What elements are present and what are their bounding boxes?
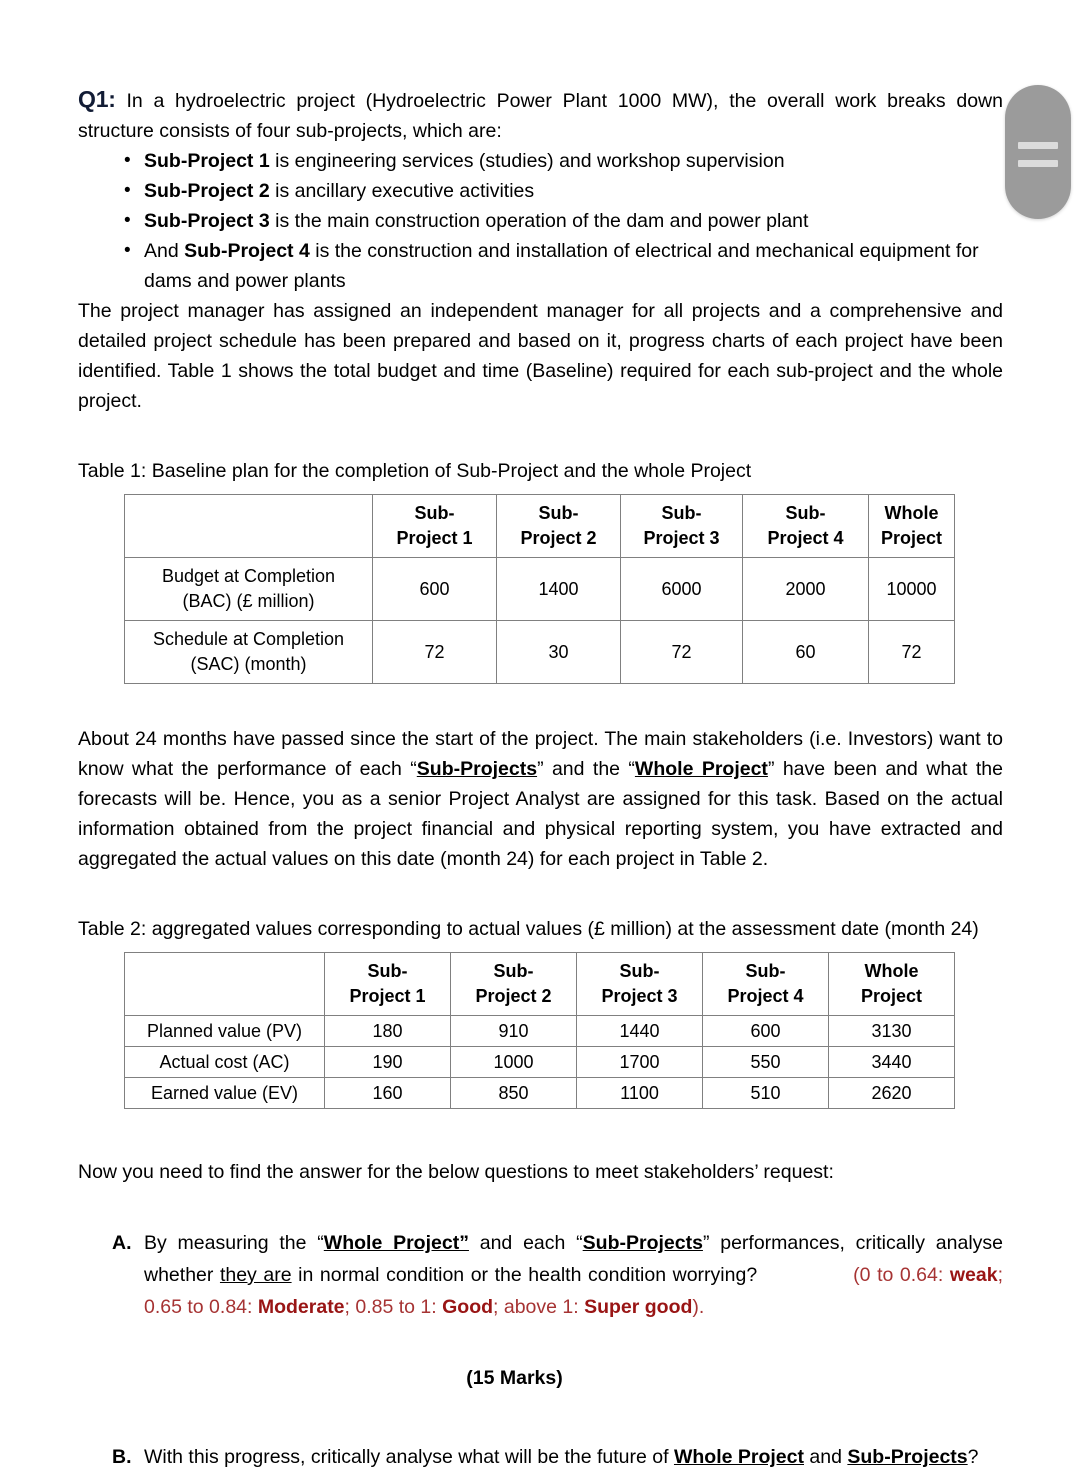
question-b-letter: B.: [112, 1446, 132, 1468]
table1-bac-sp3: 6000: [621, 558, 743, 621]
header-line-1: Sub-: [785, 503, 826, 523]
table1-sac-sp1: 72: [373, 621, 497, 684]
sub-projects-emphasis: Sub-Projects: [416, 758, 538, 780]
assessment-text-c: ” and the “: [537, 758, 635, 780]
intro-paragraph: [78, 84, 1003, 146]
table2-header-sp2: [451, 953, 577, 1016]
question-number-label: Q1:: [78, 86, 116, 112]
table1-header-corner: [125, 495, 373, 558]
list-item: [124, 146, 1003, 176]
table2-caption: Table 2: aggregated values corresponding to actual values (£ million) at the assessment date (month 24): [78, 918, 979, 940]
marks-a: (15 Marks): [466, 1367, 563, 1389]
sub-project-4-label: Sub-Project 4: [184, 240, 310, 262]
table2-ev-sp2: 850: [451, 1078, 577, 1109]
table2-ev-sp1: 160: [325, 1078, 451, 1109]
header-line-2: Project 1: [349, 986, 426, 1006]
rating-red5: ).: [692, 1296, 705, 1318]
sub-project-3-label: Sub-Project 3: [144, 210, 270, 232]
sub-projects-emphasis: Sub-Projects: [582, 1232, 703, 1254]
table1-bac-whole: 10000: [869, 558, 955, 621]
table1-caption: Table 1: Baseline plan for the completion of Sub-Project and the whole Project: [78, 460, 752, 482]
table1-sac-sp3: 72: [621, 621, 743, 684]
assessment-text-a: About 24 months have passed since the start of the project. The main stakeholders (i.e. Investors) want to know what the performance of each “: [78, 728, 1003, 780]
table1-row-label-sac: [125, 621, 373, 684]
intro-text: In a hydroelectric project (Hydroelectric Power Plant 1000 MW), the overall work breaks down structure consists of four sub-projects, which are:: [78, 90, 1003, 142]
header-line-2: Project 2: [475, 986, 552, 1006]
row-label-line-2: (BAC) (£ million): [182, 591, 315, 611]
header-line-1: Sub-: [367, 961, 408, 981]
rating-red4: ; above 1:: [493, 1296, 585, 1318]
row-label-line-2: (SAC) (month): [190, 654, 307, 674]
sub-projects-emphasis: Sub-Projects: [847, 1446, 968, 1468]
table1-header-sp4: [743, 495, 869, 558]
table2-header-sp4: [703, 953, 829, 1016]
table-header-row: [125, 495, 955, 558]
header-line-1: Whole: [884, 503, 939, 523]
sub-project-list: [78, 146, 1003, 296]
table-row: [125, 1047, 955, 1078]
table2-pv-sp4: 600: [703, 1016, 829, 1047]
table1-sac-sp4: 60: [743, 621, 869, 684]
list-item: [124, 176, 1003, 206]
header-line-2: Project 3: [643, 528, 720, 548]
table1-header-whole: [869, 495, 955, 558]
header-line-2: Project 4: [767, 528, 844, 548]
table2-row-label-ev: Earned value (EV): [125, 1078, 325, 1109]
table1-sac-sp2: 30: [497, 621, 621, 684]
table1-bac-sp1: 600: [373, 558, 497, 621]
table2-ac-sp4: 550: [703, 1047, 829, 1078]
table2-ev-whole: 2620: [829, 1078, 955, 1109]
question-a-seg5: ” performances, critically analyse whether: [144, 1232, 1003, 1286]
rating-red3: ; 0.85 to 1:: [344, 1296, 443, 1318]
table2-header-corner: [125, 953, 325, 1016]
row-label-line-1: Budget at Completion: [161, 566, 336, 586]
handle-bar-icon: [1018, 142, 1058, 149]
table2-row-label-ac: Actual cost (AC): [125, 1047, 325, 1078]
table2-pv-sp1: 180: [325, 1016, 451, 1047]
header-line-2: Project 2: [520, 528, 597, 548]
table1-bac-sp2: 1400: [497, 558, 621, 621]
question-a: [112, 1227, 1003, 1323]
sub-project-1-label: Sub-Project 1: [144, 150, 270, 172]
rating-super-good: Super good: [584, 1296, 693, 1318]
sub-project-1-desc: is engineering services (studies) and workshop supervision: [269, 150, 785, 172]
table2-header-whole: [829, 953, 955, 1016]
header-line-1: Sub-: [745, 961, 786, 981]
table2-pv-sp2: 910: [451, 1016, 577, 1047]
question-a-letter: A.: [112, 1232, 132, 1254]
rating-moderate: Moderate: [257, 1296, 345, 1318]
row-label-line-1: Schedule at Completion: [152, 629, 345, 649]
questions-intro-paragraph: Now you need to find the answer for the below questions to meet stakeholders’ request:: [78, 1161, 834, 1183]
sub-project-2-desc: is ancillary executive activities: [269, 180, 535, 202]
actual-values-table: [124, 952, 955, 1109]
table2-ac-whole: 3440: [829, 1047, 955, 1078]
header-line-1: Sub-: [493, 961, 534, 981]
header-line-1: Sub-: [619, 961, 660, 981]
table-row: [125, 621, 955, 684]
table1-row-label-bac: [125, 558, 373, 621]
rating-red2: ; 0.65 to 0.84:: [144, 1264, 1003, 1318]
table2-ac-sp3: 1700: [577, 1047, 703, 1078]
rating-red1: (0 to 0.64:: [853, 1264, 950, 1286]
table-row: [125, 558, 955, 621]
rating-good: Good: [442, 1296, 494, 1318]
question-b: [112, 1441, 1003, 1473]
question-a-seg1: By measuring the “: [144, 1232, 324, 1254]
table-row: [125, 1078, 955, 1109]
question-b-seg1: With this progress, critically analyse what will be the future of: [144, 1446, 674, 1468]
they-are-emphasis: they are: [219, 1264, 292, 1286]
list-item: [124, 236, 1003, 296]
table2-pv-whole: 3130: [829, 1016, 955, 1047]
header-line-2: Project: [860, 986, 923, 1006]
question-a-seg3: and each “: [468, 1232, 583, 1254]
table1-header-sp1: [373, 495, 497, 558]
header-line-2: Project: [880, 528, 943, 548]
assessment-text-e: ” have been and what the forecasts will be. Hence, you as a senior Project Analyst are assigned for this task. Based on the actual information obtained from the project financial and physical reporting system, you have extracted and aggregated the actual values on this date (month 24) for each project in Table 2.: [78, 758, 1003, 870]
question-b-seg5: ?: [967, 1446, 979, 1468]
sub-project-3-desc: is the main construction operation of the dam and power plant: [269, 210, 809, 232]
header-line-1: Whole: [864, 961, 919, 981]
table2-ev-sp4: 510: [703, 1078, 829, 1109]
table1-header-sp3: [621, 495, 743, 558]
table-header-row: [125, 953, 955, 1016]
document-body: [78, 84, 1003, 1473]
table2-ev-sp3: 1100: [577, 1078, 703, 1109]
whole-project-emphasis: Whole Project: [673, 1446, 804, 1468]
sub-project-2-label: Sub-Project 2: [144, 180, 270, 202]
drag-handle-widget[interactable]: [1005, 85, 1071, 219]
whole-project-emphasis: Whole Project: [634, 758, 768, 780]
header-line-1: Sub-: [538, 503, 579, 523]
sub-project-4-desc: is the construction and installation of electrical and mechanical equipment for dams and power plants: [144, 240, 979, 292]
table2-row-label-pv: Planned value (PV): [125, 1016, 325, 1047]
table2-pv-sp3: 1440: [577, 1016, 703, 1047]
table-row: [125, 1016, 955, 1047]
table1-header-sp2: [497, 495, 621, 558]
schedule-paragraph: The project manager has assigned an independent manager for all projects and a comprehensive and detailed project schedule has been prepared and based on it, progress charts of each project have been identified. Table 1 shows the total budget and time (Baseline) required for each sub-project and the whole project.: [78, 300, 1003, 412]
table2-ac-sp2: 1000: [451, 1047, 577, 1078]
assessment-paragraph: [78, 724, 1003, 874]
table1-bac-sp4: 2000: [743, 558, 869, 621]
table2-ac-sp1: 190: [325, 1047, 451, 1078]
rating-weak: weak: [949, 1264, 998, 1286]
handle-bar-icon: [1018, 160, 1058, 167]
table2-header-sp3: [577, 953, 703, 1016]
table1-sac-whole: 72: [869, 621, 955, 684]
question-a-seg7: in normal condition or the health condition worrying?: [291, 1264, 758, 1286]
baseline-plan-table: [124, 494, 955, 684]
header-line-1: Sub-: [414, 503, 455, 523]
header-line-1: Sub-: [661, 503, 702, 523]
sub-project-4-prefix: And: [144, 240, 185, 262]
whole-project-emphasis: Whole Project”: [323, 1232, 469, 1254]
list-item: [124, 206, 1003, 236]
header-line-2: Project 4: [727, 986, 804, 1006]
header-line-2: Project 1: [396, 528, 473, 548]
question-b-seg3: and: [804, 1446, 848, 1468]
header-line-2: Project 3: [601, 986, 678, 1006]
table2-header-sp1: [325, 953, 451, 1016]
